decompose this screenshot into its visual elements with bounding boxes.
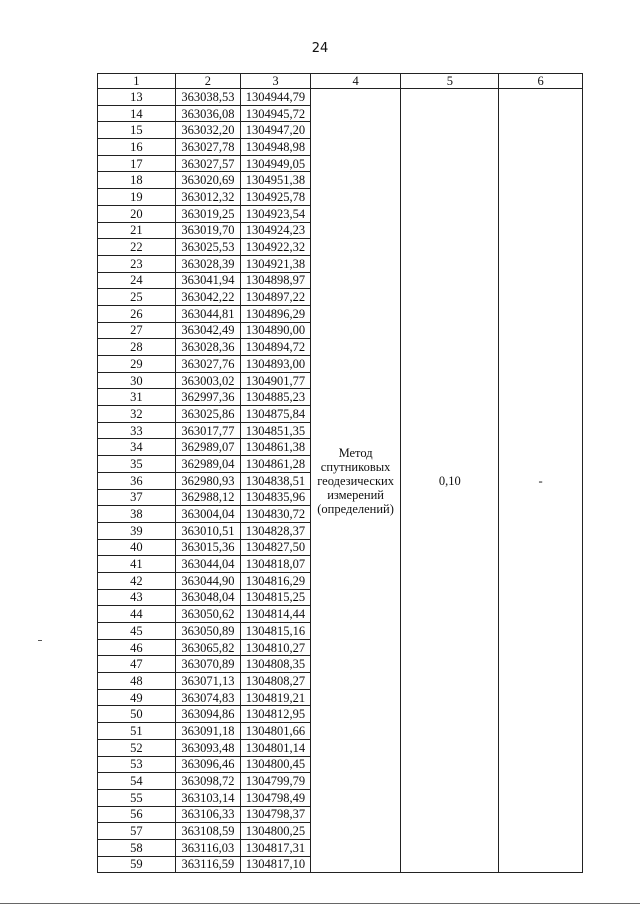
coord-x: 363041,94: [175, 272, 241, 289]
coord-y: 1304949,05: [241, 155, 311, 172]
coord-x: 363050,62: [175, 606, 241, 623]
point-number: 17: [98, 155, 176, 172]
coord-y: 1304817,10: [241, 856, 311, 873]
point-number: 16: [98, 139, 176, 156]
point-number: 26: [98, 305, 176, 322]
header-col-2: 2: [175, 74, 241, 89]
coord-x: 363074,83: [175, 689, 241, 706]
point-number: 59: [98, 856, 176, 873]
header-col-1: 1: [98, 74, 176, 89]
method-line: Метод: [338, 445, 373, 460]
coord-y: 1304923,54: [241, 205, 311, 222]
coord-x: 363070,89: [175, 656, 241, 673]
coord-y: 1304921,38: [241, 255, 311, 272]
coord-x: 363094,86: [175, 706, 241, 723]
point-number: 31: [98, 389, 176, 406]
accuracy-cell: 0,10: [401, 89, 499, 873]
coordinates-table: [97, 73, 583, 873]
coord-x: 363103,14: [175, 789, 241, 806]
coord-y: 1304894,72: [241, 339, 311, 356]
table-body: [98, 89, 583, 873]
coord-y: 1304830,72: [241, 506, 311, 523]
coord-y: 1304901,77: [241, 372, 311, 389]
coord-x: 363098,72: [175, 773, 241, 790]
coord-y: 1304861,28: [241, 456, 311, 473]
coord-x: 363004,04: [175, 506, 241, 523]
point-number: 46: [98, 639, 176, 656]
coord-y: 1304827,50: [241, 539, 311, 556]
coord-y: 1304799,79: [241, 773, 311, 790]
coord-y: 1304828,37: [241, 522, 311, 539]
coord-x: 363116,59: [175, 856, 241, 873]
coord-x: 363032,20: [175, 122, 241, 139]
coord-y: 1304896,29: [241, 305, 311, 322]
coord-y: 1304808,35: [241, 656, 311, 673]
point-number: 34: [98, 439, 176, 456]
coord-y: 1304818,07: [241, 556, 311, 573]
coord-x: 362989,04: [175, 456, 241, 473]
point-number: 37: [98, 489, 176, 506]
coord-x: 363012,32: [175, 189, 241, 206]
point-number: 57: [98, 823, 176, 840]
point-number: 54: [98, 773, 176, 790]
coord-y: 1304814,44: [241, 606, 311, 623]
coord-x: 363036,08: [175, 105, 241, 122]
page-number: 24: [311, 41, 329, 56]
point-number: 25: [98, 289, 176, 306]
coord-y: 1304893,00: [241, 356, 311, 373]
point-number: 50: [98, 706, 176, 723]
table-row: [98, 89, 583, 106]
point-number: 18: [98, 172, 176, 189]
coord-x: 363044,90: [175, 572, 241, 589]
point-number: 47: [98, 656, 176, 673]
coord-x: 362980,93: [175, 472, 241, 489]
coord-x: 363028,36: [175, 339, 241, 356]
method-line: спутниковых: [320, 459, 391, 474]
coord-y: 1304924,23: [241, 222, 311, 239]
coord-x: 363108,59: [175, 823, 241, 840]
point-number: 56: [98, 806, 176, 823]
coord-x: 363027,57: [175, 155, 241, 172]
coord-x: 363027,76: [175, 356, 241, 373]
coord-y: 1304890,00: [241, 322, 311, 339]
point-number: 40: [98, 539, 176, 556]
point-number: 33: [98, 422, 176, 439]
coord-x: 363042,49: [175, 322, 241, 339]
point-number: 30: [98, 372, 176, 389]
point-number: 41: [98, 556, 176, 573]
coord-y: 1304800,45: [241, 756, 311, 773]
coord-x: 363096,46: [175, 756, 241, 773]
coord-y: 1304851,35: [241, 422, 311, 439]
point-number: 20: [98, 205, 176, 222]
coord-x: 362997,36: [175, 389, 241, 406]
coord-x: 363020,69: [175, 172, 241, 189]
col6-cell: -: [499, 89, 583, 873]
coord-y: 1304922,32: [241, 239, 311, 256]
coord-y: 1304947,20: [241, 122, 311, 139]
point-number: 32: [98, 406, 176, 423]
point-number: 51: [98, 723, 176, 740]
coord-y: 1304898,97: [241, 272, 311, 289]
coord-x: 363091,18: [175, 723, 241, 740]
coord-x: 363106,33: [175, 806, 241, 823]
coord-x: 363015,36: [175, 539, 241, 556]
coord-x: 363028,39: [175, 255, 241, 272]
coord-y: 1304835,96: [241, 489, 311, 506]
coord-y: 1304808,27: [241, 673, 311, 690]
coord-x: 363010,51: [175, 522, 241, 539]
coord-y: 1304816,29: [241, 572, 311, 589]
coord-x: 363019,70: [175, 222, 241, 239]
point-number: 38: [98, 506, 176, 523]
point-number: 14: [98, 105, 176, 122]
coord-y: 1304815,16: [241, 623, 311, 640]
point-number: 29: [98, 356, 176, 373]
point-number: 28: [98, 339, 176, 356]
coord-y: 1304838,51: [241, 472, 311, 489]
point-number: 52: [98, 739, 176, 756]
coord-x: 363044,81: [175, 305, 241, 322]
coord-y: 1304800,25: [241, 823, 311, 840]
point-number: 22: [98, 239, 176, 256]
coord-y: 1304925,78: [241, 189, 311, 206]
point-number: 45: [98, 623, 176, 640]
coord-x: 363025,86: [175, 406, 241, 423]
point-number: 49: [98, 689, 176, 706]
coord-x: 363116,03: [175, 839, 241, 856]
coord-x: 363048,04: [175, 589, 241, 606]
coord-y: 1304875,84: [241, 406, 311, 423]
point-number: 58: [98, 839, 176, 856]
coord-y: 1304798,49: [241, 789, 311, 806]
point-number: 53: [98, 756, 176, 773]
coord-y: 1304810,27: [241, 639, 311, 656]
point-number: 21: [98, 222, 176, 239]
point-number: 19: [98, 189, 176, 206]
method-line: измерений: [327, 487, 384, 502]
scan-mark: [38, 640, 42, 641]
point-number: 24: [98, 272, 176, 289]
header-col-6: 6: [499, 74, 583, 89]
coord-x: 362989,07: [175, 439, 241, 456]
coord-y: 1304951,38: [241, 172, 311, 189]
coord-x: 363042,22: [175, 289, 241, 306]
coord-x: 363093,48: [175, 739, 241, 756]
point-number: 43: [98, 589, 176, 606]
point-number: 39: [98, 522, 176, 539]
coord-y: 1304815,25: [241, 589, 311, 606]
coord-x: 363025,53: [175, 239, 241, 256]
coord-y: 1304948,98: [241, 139, 311, 156]
coord-x: 363019,25: [175, 205, 241, 222]
point-number: 27: [98, 322, 176, 339]
point-number: 48: [98, 673, 176, 690]
coord-y: 1304801,66: [241, 723, 311, 740]
header-col-4: 4: [310, 74, 401, 89]
coord-x: 362988,12: [175, 489, 241, 506]
point-number: 42: [98, 572, 176, 589]
coord-y: 1304861,38: [241, 439, 311, 456]
coord-y: 1304798,37: [241, 806, 311, 823]
point-number: 13: [98, 89, 176, 106]
coord-y: 1304801,14: [241, 739, 311, 756]
point-number: 15: [98, 122, 176, 139]
coord-x: 363003,02: [175, 372, 241, 389]
coord-x: 363071,13: [175, 673, 241, 690]
point-number: 44: [98, 606, 176, 623]
method-line: геодезических: [317, 473, 394, 488]
coord-y: 1304897,22: [241, 289, 311, 306]
method-cell: [310, 89, 401, 873]
point-number: 23: [98, 255, 176, 272]
header-col-3: 3: [241, 74, 311, 89]
method-line: (определений): [317, 501, 394, 516]
coord-y: 1304812,95: [241, 706, 311, 723]
header-col-5: 5: [401, 74, 499, 89]
point-number: 36: [98, 472, 176, 489]
coord-y: 1304945,72: [241, 105, 311, 122]
coord-x: 363065,82: [175, 639, 241, 656]
table-header-row: [98, 74, 583, 89]
point-number: 35: [98, 456, 176, 473]
coord-x: 363038,53: [175, 89, 241, 106]
coord-x: 363027,78: [175, 139, 241, 156]
coord-x: 363050,89: [175, 623, 241, 640]
coord-y: 1304819,21: [241, 689, 311, 706]
page-bottom-border: [0, 903, 640, 904]
coord-x: 363017,77: [175, 422, 241, 439]
coord-y: 1304944,79: [241, 89, 311, 106]
coord-y: 1304885,23: [241, 389, 311, 406]
point-number: 55: [98, 789, 176, 806]
coord-x: 363044,04: [175, 556, 241, 573]
coord-y: 1304817,31: [241, 839, 311, 856]
